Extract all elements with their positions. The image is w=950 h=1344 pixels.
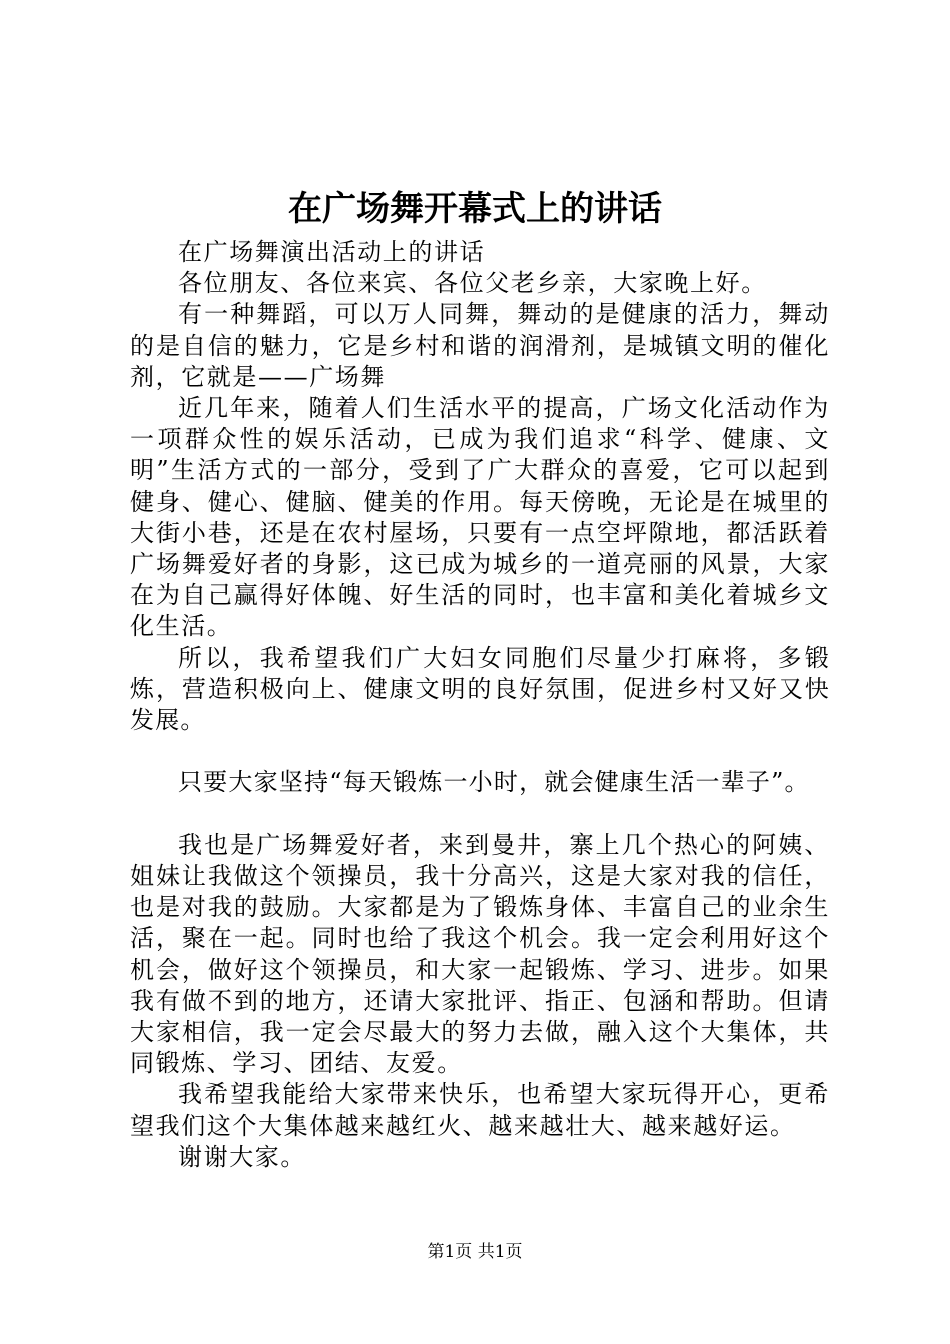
page-footer: 第1页 共1页	[427, 1242, 523, 1262]
paragraph-intro: 有一种舞蹈，可以万人同舞，舞动的是健康的活力，舞动的是自信的魅力，它是乡村和谐的润滑剂，是城镇文明的催化剂，它就是——广场舞	[130, 300, 830, 391]
paragraph-hope: 所以，我希望我们广大妇女同胞们尽量少打麻将，多锻炼，营造积极向上、健康文明的良好氛围，促进乡村又好又快发展。	[130, 643, 830, 735]
paragraph-self-intro: 我也是广场舞爱好者，来到曼井，寨上几个热心的阿姨、姐妹让我做这个领操员，我十分高兴，这是大家对我的信任，也是对我的鼓励。大家都是为了锻炼身体、丰富自己的业余生活，聚在一起。同时也给了我这个机会。我一定会利用好这个机会，做好这个领操员，和大家一起锻炼、学习、进步。如果我有做不到的地方，还请大家批评、指正、包涵和帮助。但请大家相信，我一定会尽最大的努力去做，融入这个大集体，共同锻炼、学习、团结、友爱。	[130, 830, 830, 1078]
document-title: 在广场舞开幕式上的讲话	[288, 189, 662, 229]
paragraph-background: 近几年来，随着人们生活水平的提高，广场文化活动作为一项群众性的娱乐活动，已成为我们追求“科学、健康、文明”生活方式的一部分，受到了广大群众的喜爱，它可以起到健身、健心、健脑、健美的作用。每天傍晚，无论是在城里的大街小巷，还是在农村屋场，只要有一点空坪隙地，都活跃着广场舞爱好者的身影，这已成为城乡的一道亮丽的风景，大家在为自己赢得好体魄、好生活的同时，也丰富和美化着城乡文化生活。	[130, 394, 830, 641]
paragraph-wishes: 我希望我能给大家带来快乐，也希望大家玩得开心，更希望我们这个大集体越来越红火、越来越壮大、越来越好运。	[130, 1080, 830, 1140]
paragraph-greeting: 各位朋友、各位来宾、各位父老乡亲，大家晚上好。	[178, 269, 767, 298]
paragraph-subtitle: 在广场舞演出活动上的讲话	[178, 238, 486, 266]
paragraph-thanks: 谢谢大家。	[178, 1142, 306, 1171]
paragraph-slogan: 只要大家坚持“每天锻炼一小时，就会健康生活一辈子”。	[178, 768, 810, 797]
document-body	[130, 237, 830, 1173]
